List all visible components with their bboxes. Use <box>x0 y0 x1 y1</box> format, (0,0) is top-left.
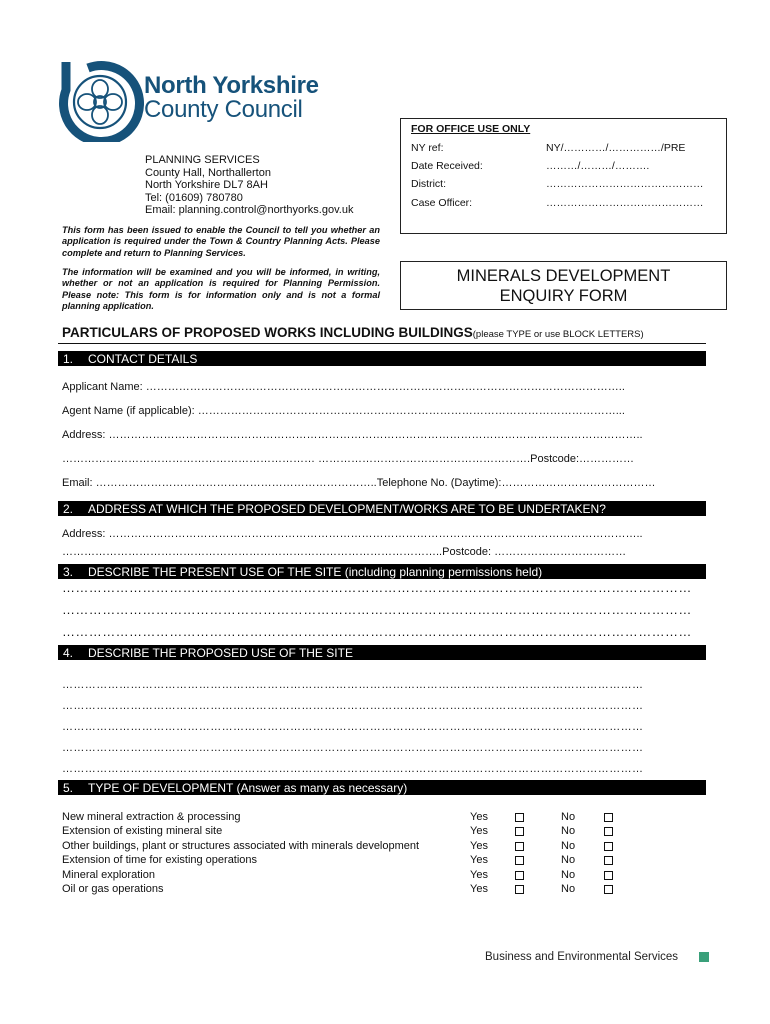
section-1-header <box>58 351 706 366</box>
no-label: No <box>561 868 576 881</box>
development-type-label: New mineral extraction & processing <box>62 811 241 823</box>
rose-emblem-icon <box>58 60 144 142</box>
development-type-label: Extension of existing mineral site <box>62 825 223 838</box>
proposed-use-line-5[interactable]: ……………………………………………………………………………………………………………………………………… <box>62 763 644 775</box>
development-type-label: Extension of time for existing operations <box>62 854 258 867</box>
email-telephone-field[interactable]: Email: …………………………………………………………………..Telephone No. (Daytime):…………………………………… <box>62 477 656 489</box>
no-checkbox[interactable] <box>604 871 613 880</box>
brand-line-2: County Council <box>144 96 303 123</box>
ny-ref-label: NY ref: <box>411 142 444 154</box>
no-label: No <box>561 825 576 838</box>
contact-address-field[interactable]: Address: ……………………………………………………………………………………………………………………………….. <box>62 429 643 441</box>
yes-checkbox[interactable] <box>515 842 524 851</box>
section-4-title: DESCRIBE THE PROPOSED USE OF THE SITE <box>88 646 353 660</box>
footer-square-icon <box>699 952 709 962</box>
no-label: No <box>561 839 576 852</box>
yes-label: Yes <box>470 854 488 867</box>
yes-column <box>470 810 488 896</box>
contact-address-postcode-field[interactable]: …………………………………………………………… ………………………………………………….Postcode:…………… <box>62 453 635 465</box>
development-type-list <box>62 810 419 896</box>
district-value[interactable]: ……………………………………… <box>546 178 704 190</box>
intro-paragraph-2: The information will be examined and you will be informed, in writing, whether or not an application is required for Planning Permission. Please note: This form is for information only and is not a formal planning application. <box>62 267 380 312</box>
section-2-header <box>58 501 706 516</box>
yes-label: Yes <box>470 839 488 852</box>
yes-label: Yes <box>470 811 488 823</box>
date-received-value[interactable]: ………/………/………. <box>546 160 650 172</box>
proposed-use-line-3[interactable]: ……………………………………………………………………………………………………………………………………… <box>62 721 644 733</box>
section-2-number: 2. <box>63 502 74 516</box>
proposed-use-line-1[interactable]: ……………………………………………………………………………………………………………………………………… <box>62 679 644 691</box>
yes-label: Yes <box>470 883 488 896</box>
address-line-1: County Hall, Northallerton <box>145 166 271 179</box>
date-received-label: Date Received: <box>411 160 483 172</box>
site-address-postcode-field[interactable]: …………………………………………………………………………………………..Postcode: ……………………………… <box>62 546 627 558</box>
no-checkbox[interactable] <box>604 842 613 851</box>
section-1-title: CONTACT DETAILS <box>88 352 198 366</box>
form-title-line-1: MINERALS DEVELOPMENT <box>456 267 671 285</box>
office-use-box <box>400 118 727 234</box>
no-checkbox[interactable] <box>604 856 613 865</box>
development-type-label: Oil or gas operations <box>62 883 164 896</box>
particulars-underline <box>58 343 706 344</box>
address-tel: Tel: (01609) 780780 <box>145 191 243 204</box>
agent-name-field[interactable]: Agent Name (if applicable): ……………………………………………………………………………………………………... <box>62 405 625 417</box>
no-checkbox[interactable] <box>604 813 613 822</box>
office-heading: FOR OFFICE USE ONLY <box>411 123 531 135</box>
section-1-number: 1. <box>63 352 74 366</box>
yes-checkbox[interactable] <box>515 827 524 836</box>
section-3-title: DESCRIBE THE PRESENT USE OF THE SITE (including planning permissions held) <box>88 565 543 579</box>
form-title-line-2: ENQUIRY FORM <box>499 286 628 305</box>
footer-text: Business and Environmental Services <box>485 951 679 963</box>
form-title-box <box>400 261 727 310</box>
no-label: No <box>561 883 576 896</box>
yes-label: Yes <box>470 868 488 881</box>
no-label: No <box>561 854 576 867</box>
section-4-header <box>58 645 706 660</box>
case-officer-value[interactable]: ……………………………………… <box>546 197 704 209</box>
address-dept: PLANNING SERVICES <box>145 154 260 166</box>
yes-checkbox-column <box>515 813 524 894</box>
yes-checkbox[interactable] <box>515 885 524 894</box>
site-address-field[interactable]: Address: ……………………………………………………………………………………………………………………………….. <box>62 528 643 540</box>
planning-services-address <box>145 154 353 217</box>
address-email: Email: planning.control@northyorks.gov.uk <box>145 204 354 217</box>
section-3-number: 3. <box>63 565 74 579</box>
proposed-use-line-4[interactable]: ……………………………………………………………………………………………………………………………………… <box>62 742 644 754</box>
section-4-number: 4. <box>63 646 74 660</box>
ny-ref-value[interactable]: NY/…………/……………/PRE <box>546 142 686 154</box>
particulars-heading <box>62 324 644 342</box>
section-3-header <box>58 564 706 579</box>
address-line-2: North Yorkshire DL7 8AH <box>145 179 268 192</box>
yes-label: Yes <box>470 825 488 838</box>
no-checkbox-column <box>604 813 613 894</box>
applicant-name-field[interactable]: Applicant Name: ………………………………………………………………………………………………………………….. <box>62 381 625 393</box>
section-5-number: 5. <box>63 781 74 795</box>
yes-checkbox[interactable] <box>515 813 524 822</box>
particulars-main: PARTICULARS OF PROPOSED WORKS INCLUDING BUILDINGS <box>62 325 473 340</box>
development-type-label: Other buildings, plant or structures associated with minerals development <box>62 839 420 852</box>
no-label: No <box>561 811 576 823</box>
particulars-note: (please TYPE or use BLOCK LETTERS) <box>472 329 644 340</box>
section-5-header <box>58 780 706 795</box>
district-label: District: <box>411 178 446 190</box>
present-use-line-2[interactable]: …………………………………………………………………………………………………………………………… <box>62 602 692 617</box>
present-use-line-3[interactable]: …………………………………………………………………………………………………………………………… <box>62 624 692 639</box>
section-2-title: ADDRESS AT WHICH THE PROPOSED DEVELOPMENT/WORKS ARE TO BE UNDERTAKEN? <box>88 502 606 516</box>
yes-checkbox[interactable] <box>515 856 524 865</box>
brand-line-1: North Yorkshire <box>144 72 319 99</box>
yes-checkbox[interactable] <box>515 871 524 880</box>
no-checkbox[interactable] <box>604 827 613 836</box>
council-logo <box>58 60 358 142</box>
no-checkbox[interactable] <box>604 885 613 894</box>
section-5-title: TYPE OF DEVELOPMENT (Answer as many as necessary) <box>88 781 408 795</box>
present-use-line-1[interactable]: …………………………………………………………………………………………………………………………… <box>62 580 692 595</box>
proposed-use-line-2[interactable]: ……………………………………………………………………………………………………………………………………… <box>62 700 644 712</box>
intro-paragraph-1: This form has been issued to enable the Council to tell you whether an application is required under the Town & Country Planning Acts. Please complete and return to Planning Services. <box>62 225 380 258</box>
case-officer-label: Case Officer: <box>411 197 473 209</box>
no-column <box>561 810 575 896</box>
development-type-label: Mineral exploration <box>62 868 155 881</box>
